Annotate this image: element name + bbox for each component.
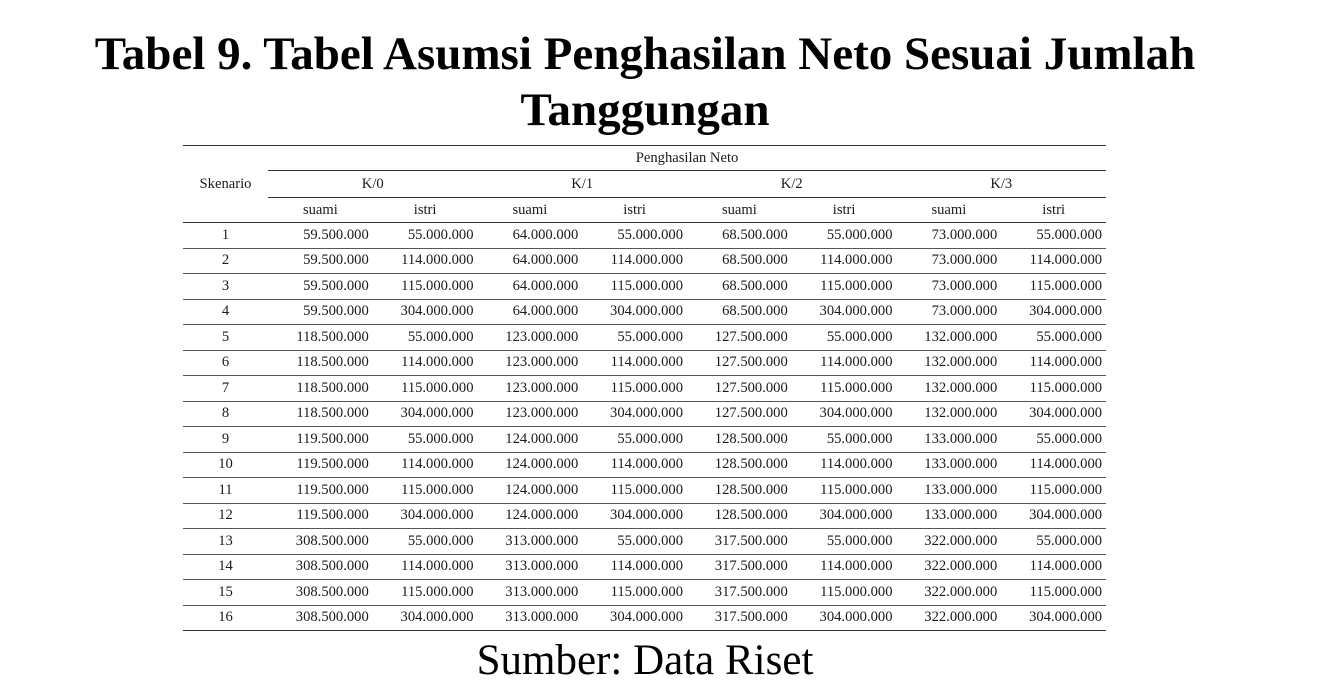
cell-value: 124.000.000 — [478, 503, 583, 529]
cell-value: 68.500.000 — [687, 248, 792, 274]
cell-value: 114.000.000 — [1001, 350, 1106, 376]
cell-value: 115.000.000 — [582, 478, 687, 504]
cell-value: 55.000.000 — [582, 223, 687, 249]
header-category: K/2 — [687, 171, 897, 198]
cell-value: 115.000.000 — [373, 478, 478, 504]
cell-value: 73.000.000 — [897, 299, 1002, 325]
cell-value: 73.000.000 — [897, 248, 1002, 274]
header-skenario: Skenario — [183, 146, 268, 223]
cell-value: 133.000.000 — [897, 427, 1002, 453]
cell-value: 114.000.000 — [582, 248, 687, 274]
cell-value: 322.000.000 — [897, 529, 1002, 555]
cell-value: 127.500.000 — [687, 401, 792, 427]
cell-value: 115.000.000 — [792, 274, 897, 300]
cell-value: 114.000.000 — [373, 248, 478, 274]
cell-value: 119.500.000 — [268, 478, 373, 504]
cell-value: 128.500.000 — [687, 427, 792, 453]
table-row — [183, 376, 1106, 402]
table-row — [183, 529, 1106, 555]
cell-value: 304.000.000 — [1001, 605, 1106, 631]
cell-value: 114.000.000 — [373, 350, 478, 376]
cell-value: 119.500.000 — [268, 503, 373, 529]
cell-value: 55.000.000 — [582, 325, 687, 351]
cell-value: 114.000.000 — [582, 350, 687, 376]
net-income-table — [183, 145, 1106, 631]
cell-value: 313.000.000 — [478, 580, 583, 606]
table-row — [183, 248, 1106, 274]
table-row — [183, 427, 1106, 453]
cell-value: 123.000.000 — [478, 401, 583, 427]
cell-skenario: 11 — [183, 478, 268, 504]
cell-skenario: 6 — [183, 350, 268, 376]
header-category: K/0 — [268, 171, 478, 198]
cell-value: 322.000.000 — [897, 605, 1002, 631]
cell-value: 115.000.000 — [792, 478, 897, 504]
cell-skenario: 2 — [183, 248, 268, 274]
cell-value: 304.000.000 — [373, 605, 478, 631]
cell-value: 64.000.000 — [478, 299, 583, 325]
cell-value: 304.000.000 — [582, 503, 687, 529]
cell-value: 55.000.000 — [792, 223, 897, 249]
page-title — [0, 26, 1290, 138]
cell-value: 132.000.000 — [897, 325, 1002, 351]
cell-value: 304.000.000 — [792, 401, 897, 427]
cell-value: 55.000.000 — [792, 325, 897, 351]
title-line-1: Tabel 9. Tabel Asumsi Penghasilan Neto Sesuai Jumlah — [94, 28, 1196, 80]
cell-skenario: 4 — [183, 299, 268, 325]
cell-value: 304.000.000 — [582, 605, 687, 631]
cell-skenario: 12 — [183, 503, 268, 529]
cell-skenario: 5 — [183, 325, 268, 351]
cell-skenario: 3 — [183, 274, 268, 300]
table-container — [183, 145, 1106, 631]
header-sub-istri: istri — [373, 198, 478, 223]
cell-value: 124.000.000 — [478, 427, 583, 453]
cell-value: 114.000.000 — [373, 452, 478, 478]
cell-value: 308.500.000 — [268, 554, 373, 580]
cell-value: 132.000.000 — [897, 376, 1002, 402]
cell-value: 114.000.000 — [792, 452, 897, 478]
cell-value: 115.000.000 — [1001, 274, 1106, 300]
cell-value: 128.500.000 — [687, 478, 792, 504]
cell-value: 118.500.000 — [268, 376, 373, 402]
cell-skenario: 8 — [183, 401, 268, 427]
header-sub-istri: istri — [1001, 198, 1106, 223]
cell-value: 55.000.000 — [1001, 427, 1106, 453]
cell-value: 114.000.000 — [582, 554, 687, 580]
cell-value: 304.000.000 — [373, 299, 478, 325]
cell-value: 55.000.000 — [792, 427, 897, 453]
cell-value: 115.000.000 — [1001, 478, 1106, 504]
cell-value: 115.000.000 — [1001, 580, 1106, 606]
table-row — [183, 605, 1106, 631]
cell-value: 132.000.000 — [897, 350, 1002, 376]
cell-value: 304.000.000 — [373, 401, 478, 427]
cell-skenario: 15 — [183, 580, 268, 606]
cell-value: 55.000.000 — [373, 223, 478, 249]
cell-value: 55.000.000 — [792, 529, 897, 555]
cell-value: 115.000.000 — [582, 580, 687, 606]
cell-skenario: 16 — [183, 605, 268, 631]
cell-value: 133.000.000 — [897, 452, 1002, 478]
cell-value: 114.000.000 — [373, 554, 478, 580]
cell-value: 304.000.000 — [1001, 401, 1106, 427]
cell-value: 313.000.000 — [478, 605, 583, 631]
cell-value: 123.000.000 — [478, 325, 583, 351]
table-row — [183, 503, 1106, 529]
cell-value: 304.000.000 — [582, 401, 687, 427]
title-line-2: Tanggungan — [520, 84, 770, 136]
header-sub-suami: suami — [268, 198, 373, 223]
table-row — [183, 274, 1106, 300]
cell-value: 313.000.000 — [478, 529, 583, 555]
header-sub-istri: istri — [582, 198, 687, 223]
cell-value: 114.000.000 — [792, 554, 897, 580]
cell-value: 55.000.000 — [1001, 223, 1106, 249]
table-row — [183, 452, 1106, 478]
cell-value: 115.000.000 — [373, 274, 478, 300]
cell-value: 128.500.000 — [687, 452, 792, 478]
header-sub-suami: suami — [687, 198, 792, 223]
cell-value: 114.000.000 — [582, 452, 687, 478]
cell-value: 317.500.000 — [687, 605, 792, 631]
cell-value: 313.000.000 — [478, 554, 583, 580]
cell-value: 308.500.000 — [268, 529, 373, 555]
cell-value: 114.000.000 — [1001, 248, 1106, 274]
cell-value: 115.000.000 — [792, 580, 897, 606]
cell-value: 133.000.000 — [897, 503, 1002, 529]
cell-value: 317.500.000 — [687, 580, 792, 606]
cell-value: 64.000.000 — [478, 248, 583, 274]
cell-skenario: 9 — [183, 427, 268, 453]
table-header — [183, 146, 1106, 223]
cell-value: 114.000.000 — [1001, 452, 1106, 478]
cell-value: 124.000.000 — [478, 478, 583, 504]
cell-value: 115.000.000 — [792, 376, 897, 402]
cell-value: 68.500.000 — [687, 274, 792, 300]
cell-value: 114.000.000 — [792, 350, 897, 376]
cell-value: 59.500.000 — [268, 223, 373, 249]
cell-value: 317.500.000 — [687, 554, 792, 580]
header-category: K/1 — [478, 171, 688, 198]
cell-value: 304.000.000 — [582, 299, 687, 325]
cell-value: 304.000.000 — [792, 503, 897, 529]
table-row — [183, 325, 1106, 351]
table-row — [183, 554, 1106, 580]
cell-value: 55.000.000 — [373, 529, 478, 555]
header-sub-suami: suami — [897, 198, 1002, 223]
cell-value: 322.000.000 — [897, 580, 1002, 606]
cell-value: 68.500.000 — [687, 299, 792, 325]
cell-value: 308.500.000 — [268, 580, 373, 606]
cell-value: 55.000.000 — [582, 529, 687, 555]
cell-value: 308.500.000 — [268, 605, 373, 631]
cell-value: 118.500.000 — [268, 325, 373, 351]
cell-value: 118.500.000 — [268, 350, 373, 376]
cell-value: 55.000.000 — [373, 325, 478, 351]
table-row — [183, 223, 1106, 249]
cell-value: 55.000.000 — [582, 427, 687, 453]
cell-value: 64.000.000 — [478, 223, 583, 249]
header-sub-suami: suami — [478, 198, 583, 223]
cell-value: 115.000.000 — [1001, 376, 1106, 402]
cell-value: 55.000.000 — [1001, 325, 1106, 351]
cell-value: 59.500.000 — [268, 299, 373, 325]
cell-value: 59.500.000 — [268, 248, 373, 274]
cell-skenario: 1 — [183, 223, 268, 249]
cell-value: 128.500.000 — [687, 503, 792, 529]
cell-value: 115.000.000 — [373, 376, 478, 402]
cell-value: 132.000.000 — [897, 401, 1002, 427]
table-row — [183, 299, 1106, 325]
cell-value: 304.000.000 — [1001, 299, 1106, 325]
cell-value: 55.000.000 — [1001, 529, 1106, 555]
table-row — [183, 401, 1106, 427]
header-sub-istri: istri — [792, 198, 897, 223]
cell-value: 322.000.000 — [897, 554, 1002, 580]
cell-value: 68.500.000 — [687, 223, 792, 249]
cell-value: 73.000.000 — [897, 274, 1002, 300]
table-body — [183, 223, 1106, 631]
table-row — [183, 580, 1106, 606]
source-caption: Sumber: Data Riset — [476, 637, 814, 684]
cell-value: 133.000.000 — [897, 478, 1002, 504]
cell-value: 114.000.000 — [792, 248, 897, 274]
cell-value: 304.000.000 — [373, 503, 478, 529]
cell-skenario: 10 — [183, 452, 268, 478]
cell-value: 55.000.000 — [373, 427, 478, 453]
cell-value: 115.000.000 — [373, 580, 478, 606]
cell-value: 115.000.000 — [582, 274, 687, 300]
table-row — [183, 478, 1106, 504]
cell-skenario: 14 — [183, 554, 268, 580]
header-penghasilan-neto: Penghasilan Neto — [268, 146, 1106, 171]
cell-value: 123.000.000 — [478, 350, 583, 376]
table-row — [183, 350, 1106, 376]
cell-value: 127.500.000 — [687, 325, 792, 351]
cell-value: 118.500.000 — [268, 401, 373, 427]
cell-value: 115.000.000 — [582, 376, 687, 402]
cell-value: 119.500.000 — [268, 452, 373, 478]
header-category: K/3 — [897, 171, 1107, 198]
cell-skenario: 7 — [183, 376, 268, 402]
cell-value: 304.000.000 — [1001, 503, 1106, 529]
cell-value: 119.500.000 — [268, 427, 373, 453]
cell-value: 127.500.000 — [687, 376, 792, 402]
cell-value: 127.500.000 — [687, 350, 792, 376]
cell-value: 304.000.000 — [792, 605, 897, 631]
cell-skenario: 13 — [183, 529, 268, 555]
cell-value: 73.000.000 — [897, 223, 1002, 249]
cell-value: 123.000.000 — [478, 376, 583, 402]
cell-value: 124.000.000 — [478, 452, 583, 478]
cell-value: 114.000.000 — [1001, 554, 1106, 580]
cell-value: 304.000.000 — [792, 299, 897, 325]
cell-value: 317.500.000 — [687, 529, 792, 555]
cell-value: 64.000.000 — [478, 274, 583, 300]
cell-value: 59.500.000 — [268, 274, 373, 300]
